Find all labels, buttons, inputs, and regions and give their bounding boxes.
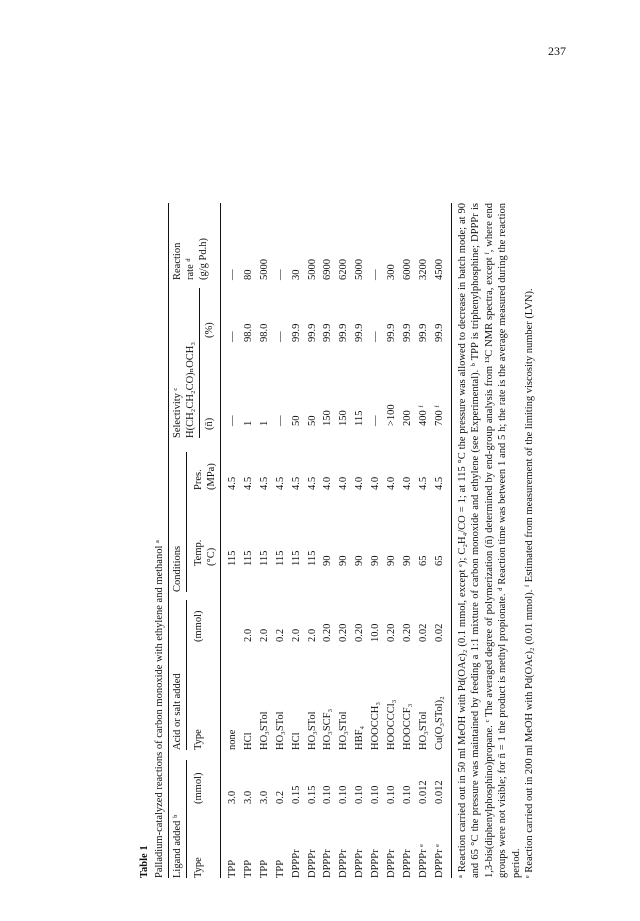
cell-acid-type: HBF₄ — [354, 725, 366, 750]
cell-temp: 90 — [370, 555, 382, 566]
cell-pressure: 4.5 — [290, 476, 302, 490]
cell-pressure: 4.5 — [242, 476, 254, 490]
cell-ligand-type: DPPPr — [338, 849, 350, 878]
cell-pressure: 4.0 — [338, 476, 350, 490]
cell-selectivity: 99.9 — [417, 323, 429, 342]
cell-pressure: 4.5 — [274, 476, 286, 490]
cell-ligand-mmol: 0.10 — [354, 785, 366, 804]
cell-ligand-type: DPPPr — [354, 849, 366, 878]
cell-rate: 6900 — [322, 259, 334, 280]
cell-acid-type: HO₃STol — [417, 711, 429, 750]
cell-rate: 4500 — [433, 259, 445, 280]
cell-acid-type: HO₃STol — [258, 711, 270, 750]
cell-ligand-mmol: 3.0 — [242, 790, 254, 804]
cell-n-bar: 115 — [354, 410, 366, 426]
cell-ligand-mmol: 3.0 — [258, 790, 270, 804]
cell-temp: 90 — [338, 555, 350, 566]
footnote-a: ᵃ Reaction carried out in 50 ml MeOH with Pd(OAc)₂ (0.1 mmol, except ᵉ); C₂H₄/CO = 1; at 115 °C the pressure was allowed to decrease in batch mode; at 90 and 65 °C the pressure was maintained by feeding a 1:1 mixture of carbon monoxide and ethylene (see Experimental). ᵇ TPP is triphenylphosphine; DPPPr is 1,3-bis(diphenylphosphino)propane. ᶜ The averaged degree of polymerization (n̄) determined by end-group analysis from ¹³C NMR spectra, except ᶠ, where end groups were not visible; for n̄ = 1 the product is methyl propionate. ᵈ Reaction time was between 1 and 5 h; the rate is the average measured during the reaction period. — [457, 203, 522, 878]
cell-selectivity: — — [370, 331, 382, 342]
cell-ligand-mmol: 0.15 — [290, 785, 302, 804]
header-ligand-mmol: (mmol) — [193, 772, 204, 804]
cell-temp: 90 — [354, 555, 366, 566]
cell-acid-mmol: 0.20 — [354, 623, 366, 642]
header-ligand-group: Ligand added ᵇ — [172, 814, 183, 878]
cell-acid-type: HCl — [290, 732, 302, 750]
header-ligand-type: Type — [193, 857, 204, 878]
cell-rate: 5000 — [306, 259, 318, 280]
cell-n-bar: — — [274, 415, 286, 426]
selectivity-group-line — [199, 288, 200, 438]
cell-n-bar: 200 — [401, 410, 413, 426]
header-formula: H(CH₂CH₂CO)ₙOCH₃ — [185, 341, 196, 438]
cell-temp: 90 — [401, 555, 413, 566]
header-percent: (%) — [204, 322, 215, 338]
cell-n-bar: 400 ᶠ — [417, 405, 429, 426]
cell-temp: 90 — [322, 555, 334, 566]
header-acid-mmol: (mmol) — [193, 610, 204, 642]
cell-acid-type: HOOCCF₃ — [401, 703, 413, 750]
cell-ligand-mmol: 0.10 — [401, 785, 413, 804]
cell-ligand-type: DPPPr — [370, 849, 382, 878]
cell-ligand-type: TPP — [227, 859, 238, 878]
bottom-rule — [451, 203, 452, 878]
table-footnotes — [456, 203, 537, 878]
cell-ligand-type: DPPPr — [401, 849, 413, 878]
header-rate-unit: (g/g Pd.h) — [198, 238, 209, 280]
cell-rate: — — [370, 269, 382, 280]
cell-pressure: 4.5 — [258, 476, 270, 490]
cell-pressure: 4.5 — [306, 476, 318, 490]
cell-acid-mmol: 0.02 — [417, 623, 429, 642]
cell-ligand-type: DPPPr — [322, 849, 334, 878]
top-rule — [168, 203, 169, 878]
cell-acid-mmol: 0.20 — [386, 623, 397, 642]
cell-pressure: 4.5 — [417, 476, 429, 490]
cell-n-bar: 150 — [338, 410, 350, 426]
cell-ligand-mmol: 3.0 — [227, 790, 238, 804]
cell-n-bar: 150 — [322, 410, 334, 426]
cell-n-bar: 700 ᶠ — [433, 405, 445, 426]
rotated-table-block — [138, 178, 536, 878]
cell-ligand-type: DPPPr — [306, 849, 318, 878]
cell-pressure: 4.0 — [370, 476, 382, 490]
cell-acid-mmol: 2.0 — [258, 628, 270, 642]
cell-acid-mmol: 0.20 — [322, 623, 334, 642]
cell-temp: 115 — [258, 550, 270, 566]
cell-acid-mmol: 0.20 — [338, 623, 350, 642]
cell-acid-mmol: 2.0 — [242, 628, 254, 642]
cell-temp: 115 — [227, 550, 238, 566]
cell-n-bar: — — [370, 415, 382, 426]
header-temp-2: (°C) — [206, 547, 217, 566]
cell-acid-mmol: 0.20 — [401, 623, 413, 642]
cell-acid-mmol: 2.0 — [306, 628, 318, 642]
cell-selectivity: 99.9 — [354, 323, 366, 342]
cell-pressure: 4.0 — [401, 476, 413, 490]
cell-ligand-type: TPP — [274, 859, 286, 878]
cell-rate: 3200 — [417, 259, 429, 280]
cell-acid-type: HO₃STol — [274, 711, 286, 750]
cell-ligand-mmol: 0.10 — [322, 785, 334, 804]
acid-group-line — [186, 600, 187, 750]
cell-selectivity: 99.9 — [433, 323, 445, 342]
cell-ligand-mmol: 0.012 — [433, 780, 445, 804]
cell-selectivity: 99.9 — [386, 323, 397, 342]
cell-ligand-mmol: 0.15 — [306, 785, 318, 804]
cell-pressure: 4.0 — [322, 476, 334, 490]
cell-pressure: 4.5 — [433, 476, 445, 490]
header-temp-1: Temp. — [193, 539, 204, 566]
cell-acid-type: HOOCCH₃ — [370, 702, 382, 750]
cell-acid-type: HO₃STol — [306, 711, 318, 750]
cell-acid-type: HOOCCCl₃ — [386, 699, 397, 750]
cell-ligand-type: DPPPr ᵉ — [417, 844, 429, 878]
cell-n-bar: 50 — [290, 415, 302, 426]
header-rate-line-1: Reaction — [172, 242, 183, 280]
cell-n-bar: 1 — [258, 420, 270, 426]
cell-pressure: 4.5 — [227, 476, 238, 490]
cell-acid-type: HCl — [242, 732, 254, 750]
cell-selectivity: 99.9 — [306, 323, 318, 342]
header-pres-2: (MPa) — [206, 463, 217, 490]
cell-rate: — — [227, 269, 238, 280]
cell-n-bar: 50 — [306, 415, 318, 426]
cell-ligand-mmol: 0.10 — [370, 785, 382, 804]
cell-rate: 80 — [242, 269, 254, 280]
cell-rate: 5000 — [258, 259, 270, 280]
cell-rate: 30 — [290, 269, 302, 280]
cell-selectivity: 99.9 — [338, 323, 350, 342]
cell-ligand-type: DPPPr — [290, 849, 302, 878]
header-acid-type: Type — [193, 729, 204, 750]
cell-selectivity: 99.9 — [290, 323, 302, 342]
cell-temp: 65 — [417, 555, 429, 566]
cell-ligand-mmol: 0.012 — [417, 780, 429, 804]
cell-ligand-mmol: 0.10 — [386, 785, 397, 804]
ligand-group-line — [186, 760, 187, 878]
cell-acid-mmol: 0.2 — [274, 628, 286, 642]
header-pres-1: Pres. — [193, 469, 204, 490]
cell-temp: 90 — [386, 555, 397, 566]
cell-rate: 6000 — [401, 259, 413, 280]
cell-selectivity: — — [227, 331, 238, 342]
table-caption: Palladium-catalyzed reactions of carbon monoxide with ethylene and methanol ᵃ — [154, 540, 165, 878]
cell-selectivity: 99.9 — [401, 323, 413, 342]
cell-n-bar: 1 — [242, 420, 254, 426]
cell-acid-mmol: 2.0 — [290, 628, 302, 642]
cell-acid-type: Cu(O₃STol)₂ — [433, 696, 445, 750]
conditions-group-line — [186, 452, 187, 592]
header-rule — [220, 203, 221, 878]
cell-rate: — — [274, 269, 286, 280]
page-number: 237 — [548, 44, 566, 58]
cell-acid-type: none — [227, 729, 238, 750]
cell-ligand-mmol: 0.2 — [274, 790, 286, 804]
cell-temp: 115 — [274, 550, 286, 566]
cell-n-bar: — — [227, 415, 238, 426]
cell-acid-type: HO₃STol — [338, 711, 350, 750]
cell-ligand-type: DPPPr — [386, 849, 397, 878]
header-rate-line-2: rate ᵈ — [185, 258, 196, 280]
cell-ligand-type: TPP — [242, 859, 254, 878]
cell-temp: 65 — [433, 555, 445, 566]
header-n-bar: (n̄) — [204, 417, 215, 430]
cell-acid-type: HO₃SCF₃ — [322, 708, 334, 750]
cell-selectivity: 98.0 — [242, 323, 254, 342]
header-acid-group: Acid or salt added — [172, 673, 183, 750]
cell-n-bar: >100 — [386, 404, 397, 426]
cell-acid-mmol: 0.02 — [433, 623, 445, 642]
cell-ligand-mmol: 0.10 — [338, 785, 350, 804]
cell-temp: 115 — [242, 550, 254, 566]
header-selectivity-group: Selectivity ᶜ — [172, 387, 183, 438]
cell-temp: 115 — [290, 550, 302, 566]
cell-rate: 6200 — [338, 259, 350, 280]
cell-selectivity: — — [274, 331, 286, 342]
cell-ligand-type: DPPPr ᵉ — [433, 844, 445, 878]
cell-pressure: 4.0 — [354, 476, 366, 490]
cell-acid-mmol: 10.0 — [370, 623, 382, 642]
cell-rate: 300 — [386, 264, 397, 280]
cell-rate: 5000 — [354, 259, 366, 280]
cell-selectivity: 99.9 — [322, 323, 334, 342]
cell-ligand-type: TPP — [258, 859, 270, 878]
cell-selectivity: 98.0 — [258, 323, 270, 342]
cell-temp: 115 — [306, 550, 318, 566]
table-label: Table 1 — [139, 845, 150, 878]
footnote-e: ᵉ Reaction carried out in 200 ml MeOH with Pd(OAc)₂ (0.01 mmol). ᶠ Estimated from measurement of the limiting viscosity number (LVN). — [524, 288, 536, 878]
header-conditions-group: Conditions — [172, 545, 183, 592]
cell-pressure: 4.0 — [386, 476, 397, 490]
